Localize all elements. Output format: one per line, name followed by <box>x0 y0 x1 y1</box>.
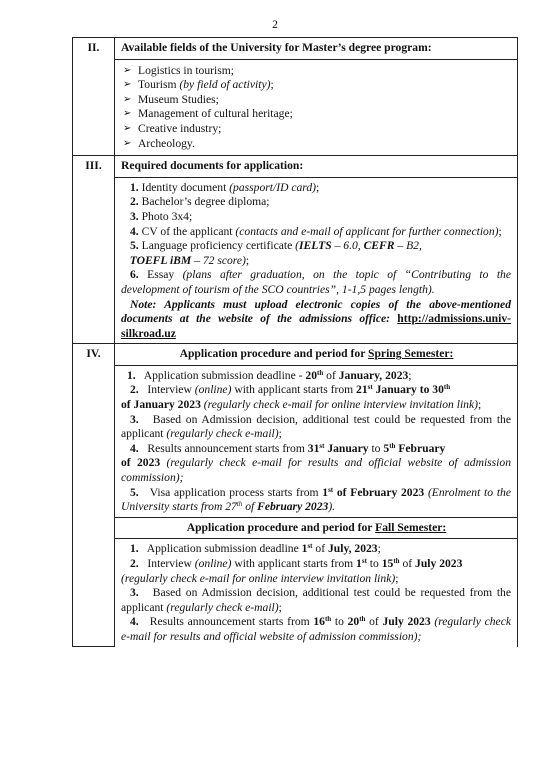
list-item: 1. Application submission deadline 1st of July, 2023; <box>130 542 381 556</box>
section-title: Available fields of the University for Master’s degree program: <box>115 38 518 60</box>
list-item: 3. Photo 3x4; <box>130 209 193 223</box>
admission-table <box>72 37 518 647</box>
list-item: 5. Visa application process starts from 1st of February 2023 (Enrolment to the University starts from 27th of February 2023). <box>121 485 511 514</box>
fields-list <box>115 59 518 156</box>
list-item: 4. Results announcement starts from 16th to 20th of July 2023 (regularly check e-mail for results and official website of admission commission); <box>121 615 511 643</box>
list-item: 3. Based on Admission decision, additional test could be requested from the applicant (regularly check e-mail); <box>121 412 511 441</box>
section-3-body-row <box>73 177 518 344</box>
section-4-fall-header-row <box>73 517 518 539</box>
page-number: 2 <box>272 19 278 31</box>
list-item: 1. Application submission deadline - 20th of January, 2023; <box>127 368 412 382</box>
list-item: ➢ Archeology. <box>123 136 195 150</box>
section-2-body-row <box>73 59 518 156</box>
list-item: 2. Interview (online) with applicant starts from 1st to 15th of July 2023 (regularly check e-mail for online interview invitation link); <box>121 557 463 585</box>
list-item: 4. CV of the applicant (contacts and e-mail of applicant for further connection); <box>130 224 502 238</box>
fall-title: Application procedure and period for Fall Semester: <box>115 517 518 539</box>
list-item: ➢ Creative industry; <box>123 121 222 135</box>
list-item: 4. Results announcement starts from 31st January to 5th February of 2023 (regularly check e-mail for results and official website of admission commission); <box>121 441 511 485</box>
spring-list <box>115 365 518 517</box>
spring-title: Application procedure and period for Spring Semester: <box>115 344 518 366</box>
section-3-header-row <box>73 156 518 178</box>
list-item: 5. Language proficiency certificate (IELTS – 6.0, CEFR – B2, TOEFL iBM – 72 score); <box>129 239 422 267</box>
list-item: 3. Based on Admission decision, additional test could be requested from the applicant (regularly check e-mail); <box>121 586 511 614</box>
documents-list <box>115 177 518 344</box>
section-4-spring-header-row <box>73 344 518 366</box>
fall-list <box>115 539 518 647</box>
section-number: III. <box>73 156 115 344</box>
section-title: Required documents for application: <box>115 156 518 178</box>
list-item: 1. Identity document (passport/ID card); <box>130 180 320 194</box>
list-item: ➢ Museum Studies; <box>123 92 219 106</box>
list-item: 2. Bachelor’s degree diploma; <box>130 195 270 209</box>
section-2-header-row <box>73 38 518 60</box>
list-item: 6. Essay (plans after graduation, on the topic of “Contributing to the development of tourism of the SCO countries”, 1-1,5 pages length). <box>121 268 511 296</box>
list-item: ➢ Tourism (by field of activity); <box>123 78 274 92</box>
section-4-spring-body-row <box>73 365 518 517</box>
admissions-link[interactable]: http://admissions.univ-silkroad.uz <box>121 312 511 340</box>
list-item: ➢ Management of cultural heritage; <box>123 107 293 121</box>
section-number: IV. <box>73 344 115 647</box>
note: Note: Applicants must upload electronic copies of the above-mentioned documents at the website of the admissions office: http://admissions.univ-silkroad.uz <box>121 297 511 340</box>
list-item: ➢ Logistics in tourism; <box>123 63 234 77</box>
section-number: II. <box>73 38 115 156</box>
section-4-fall-body-row <box>73 539 518 647</box>
list-item: 2. Interview (online) with applicant starts from 21st January to 30th of January 2023 (regularly check e-mail for online interview invitation link); <box>121 383 482 412</box>
